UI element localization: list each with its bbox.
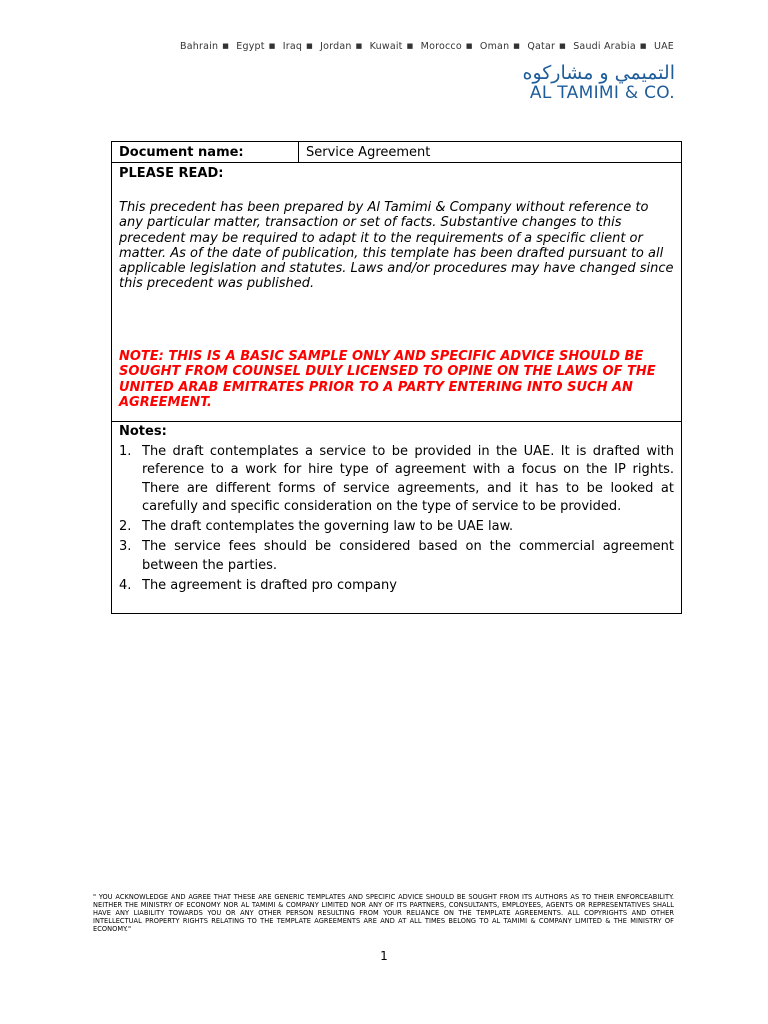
country-item: Bahrain	[180, 41, 219, 52]
please-read-cell	[112, 163, 682, 422]
please-read-heading: PLEASE READ:	[119, 166, 224, 181]
document-info-table	[111, 141, 682, 614]
sample-warning-note: NOTE: THIS IS A BASIC SAMPLE ONLY AND SPECIFIC ADVICE SHOULD BE SOUGHT FROM COUNSEL DULY LICENSED TO OPINE ON THE LAWS OF THE UNITED ARAB EMITRATES PRIOR TO A PARTY ENTERING INTO SUCH AN AGREEMENT.	[119, 348, 656, 411]
list-item	[119, 518, 674, 537]
document-name-row	[112, 142, 682, 163]
country-item: UAE	[653, 41, 674, 52]
bullet-separator: ■	[465, 42, 473, 50]
notes-cell	[112, 421, 682, 613]
precedent-disclaimer-text: This precedent has been prepared by Al Tamimi & Company without reference to any particular matter, transaction or set of facts. Substantive changes to this precedent may be required to adapt it to the requirements of a specific client or matter. As of the date of publication, this template has been drafted pursuant to all applicable legislation and statutes. Laws and/or procedures may have changed since this precedent was published.	[119, 200, 674, 292]
country-item: Oman	[479, 41, 510, 52]
document-name-value: Service Agreement	[299, 142, 682, 163]
list-item-text: The service fees should be considered based on the commercial agreement between the parties.	[142, 539, 674, 573]
logo-arabic-text: التميمي و مشاركوه	[522, 62, 675, 84]
country-item: Iraq	[282, 41, 303, 52]
country-list	[180, 41, 674, 52]
logo-english-text: AL TAMIMI & CO.	[529, 83, 675, 103]
notes-row	[112, 421, 682, 613]
country-item: Qatar	[527, 41, 556, 52]
country-item: Morocco	[420, 41, 462, 52]
page-number: 1	[380, 949, 388, 963]
list-item-number: 1.	[119, 443, 132, 459]
bullet-separator: ■	[222, 42, 230, 50]
list-item	[119, 538, 674, 575]
company-logo	[522, 62, 675, 102]
bullet-separator: ■	[513, 42, 521, 50]
country-item: Jordan	[320, 41, 352, 52]
list-item-text: The draft contemplates a service to be provided in the UAE. It is drafted with reference to a work for hire type of agreement with a focus on the IP rights. There are different forms of service agreements, and it has to be looked at carefully and specific consideration on the type of service to be provided.	[142, 443, 674, 515]
bullet-separator: ■	[406, 42, 414, 50]
list-item-number: 4.	[119, 577, 132, 593]
country-item: Saudi Arabia	[573, 41, 636, 52]
country-item: Egypt	[236, 41, 265, 52]
list-item	[119, 577, 674, 596]
bullet-separator: ■	[306, 42, 313, 50]
bullet-separator: ■	[639, 42, 647, 50]
list-item-number: 2.	[119, 519, 132, 535]
footer-disclaimer: " YOU ACKNOWLEDGE AND AGREE THAT THESE ARE GENERIC TEMPLATES AND SPECIFIC ADVICE SHOULD BE SOUGHT FROM ITS AUTHORS AS TO THEIR ENFORCEABILITY. NEITHER THE MINISTRY OF ECONOMY NOR AL TAMIMI & COMPANY LIMITED NOR ANY OF ITS PARTNERS, CONSULTANTS, EMPLOYEES, AGENTS OR REPRESENTATIVES SHALL HAVE ANY LIABILITY TOWARDS YOU OR ANY OTHER PERSON RESULTING FROM YOUR RELIANCE ON THE TEMPLATE AGREEMENTS. ALL COPYRIGHTS AND OTHER INTELLECTUAL PROPERTY RIGHTS RELATING TO THE TEMPLATE AGREEMENTS ARE AND AT ALL TIMES BELONG TO AL TAMIMI & COMPANY LIMITED & THE MINISTRY OF ECONOMY."	[93, 893, 674, 933]
notes-list	[119, 443, 674, 596]
bullet-separator: ■	[268, 42, 276, 50]
list-item-number: 3.	[119, 539, 132, 555]
bullet-separator: ■	[559, 42, 566, 50]
please-read-row	[112, 163, 682, 422]
list-item-text: The agreement is drafted pro company	[142, 577, 397, 593]
list-item	[119, 443, 674, 517]
country-item: Kuwait	[369, 41, 403, 52]
bullet-separator: ■	[355, 42, 363, 50]
notes-heading: Notes:	[119, 423, 167, 439]
document-name-label: Document name:	[112, 142, 299, 163]
list-item-text: The draft contemplates the governing law to be UAE law.	[142, 519, 514, 535]
